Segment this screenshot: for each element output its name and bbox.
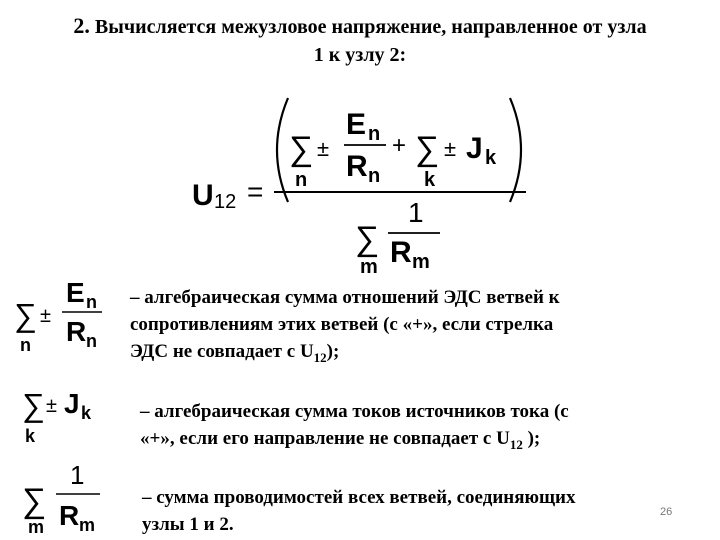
u12-subscript: 12 bbox=[214, 191, 237, 213]
current-index: k bbox=[485, 147, 497, 169]
resistance-index-n: n bbox=[368, 165, 381, 187]
definition-1-line-3-end: ); bbox=[326, 341, 340, 362]
right-paren bbox=[510, 98, 521, 202]
plus-minus-1: ± bbox=[317, 136, 330, 161]
page-number: 26 bbox=[660, 506, 673, 518]
def2-sum: ∑ bbox=[22, 387, 45, 423]
sum-index-m: m bbox=[360, 256, 378, 278]
title-text-1: Вычисляется межузловое напряжение, направленное от узла bbox=[89, 16, 647, 38]
resistance-index-m: m bbox=[412, 251, 430, 273]
def1-resistance-index: n bbox=[86, 331, 97, 351]
definition-2 bbox=[140, 398, 710, 458]
definition-3-line-2: узлы 1 и 2. bbox=[142, 514, 234, 535]
def3-resistance: R bbox=[59, 500, 80, 531]
definition-3-line-1: – сумма проводимостей всех ветвей, соединяющих bbox=[142, 487, 576, 508]
definition-1-subscript: 12 bbox=[313, 349, 327, 365]
title-line-2: 1 к узлу 2: bbox=[313, 44, 407, 66]
definition-3 bbox=[142, 484, 712, 538]
definition-1 bbox=[130, 284, 710, 371]
def1-emf-index: n bbox=[86, 292, 97, 312]
def1-emf: E bbox=[66, 277, 85, 308]
definition-1-line-1: – алгебраическая сумма отношений ЭДС ветвей к bbox=[130, 287, 560, 308]
def3-sum: ∑ bbox=[22, 482, 47, 520]
resistance-symbol-m: R bbox=[390, 236, 412, 269]
def2-current: J bbox=[64, 388, 80, 419]
plus-minus-2: ± bbox=[444, 136, 457, 161]
def1-resistance: R bbox=[66, 316, 87, 347]
u12-symbol: U bbox=[192, 179, 214, 212]
definition-2-subscript: 12 bbox=[509, 436, 523, 452]
def3-one: 1 bbox=[70, 460, 85, 490]
slide-number: 2. bbox=[73, 13, 90, 38]
definition-1-line-2: сопротивлениям этих ветвей (с «+», если стрелка bbox=[130, 314, 554, 335]
def2-sum-index: k bbox=[25, 426, 36, 446]
sum-index-k: k bbox=[424, 169, 436, 191]
definition-2-line-1: – алгебраическая сумма токов источников тока (с bbox=[140, 401, 569, 422]
definition-2-line-2 bbox=[140, 425, 710, 458]
left-paren bbox=[277, 98, 288, 202]
def2-plus-minus: ± bbox=[46, 395, 57, 417]
definition-1-line-3-text: ЭДС не совпадает с U bbox=[130, 341, 314, 362]
sum-n-symbol: ∑ bbox=[289, 130, 314, 168]
definition-1-line-3 bbox=[130, 338, 710, 371]
sum-k-symbol: ∑ bbox=[415, 130, 440, 168]
emf-index: n bbox=[368, 123, 381, 145]
def3-sum-index: m bbox=[28, 517, 45, 537]
one-numerator: 1 bbox=[408, 197, 424, 228]
def1-plus-minus: ± bbox=[40, 305, 51, 327]
resistance-symbol-n: R bbox=[346, 150, 368, 183]
emf-symbol: E bbox=[346, 108, 367, 141]
sum-m-symbol: ∑ bbox=[355, 220, 380, 258]
definition-2-line-2-text: «+», если его направление не совпадает с U bbox=[140, 428, 510, 449]
def2-current-index: k bbox=[81, 403, 92, 423]
current-symbol: J bbox=[466, 132, 483, 165]
definition-2-line-2-end: ); bbox=[522, 428, 541, 449]
sum-index-n: n bbox=[295, 169, 308, 191]
plus-sign: + bbox=[392, 132, 407, 159]
def1-sum: ∑ bbox=[14, 297, 37, 333]
equals-sign: = bbox=[247, 176, 264, 207]
def1-sum-index: n bbox=[20, 335, 31, 355]
def3-resistance-index: m bbox=[79, 515, 96, 535]
